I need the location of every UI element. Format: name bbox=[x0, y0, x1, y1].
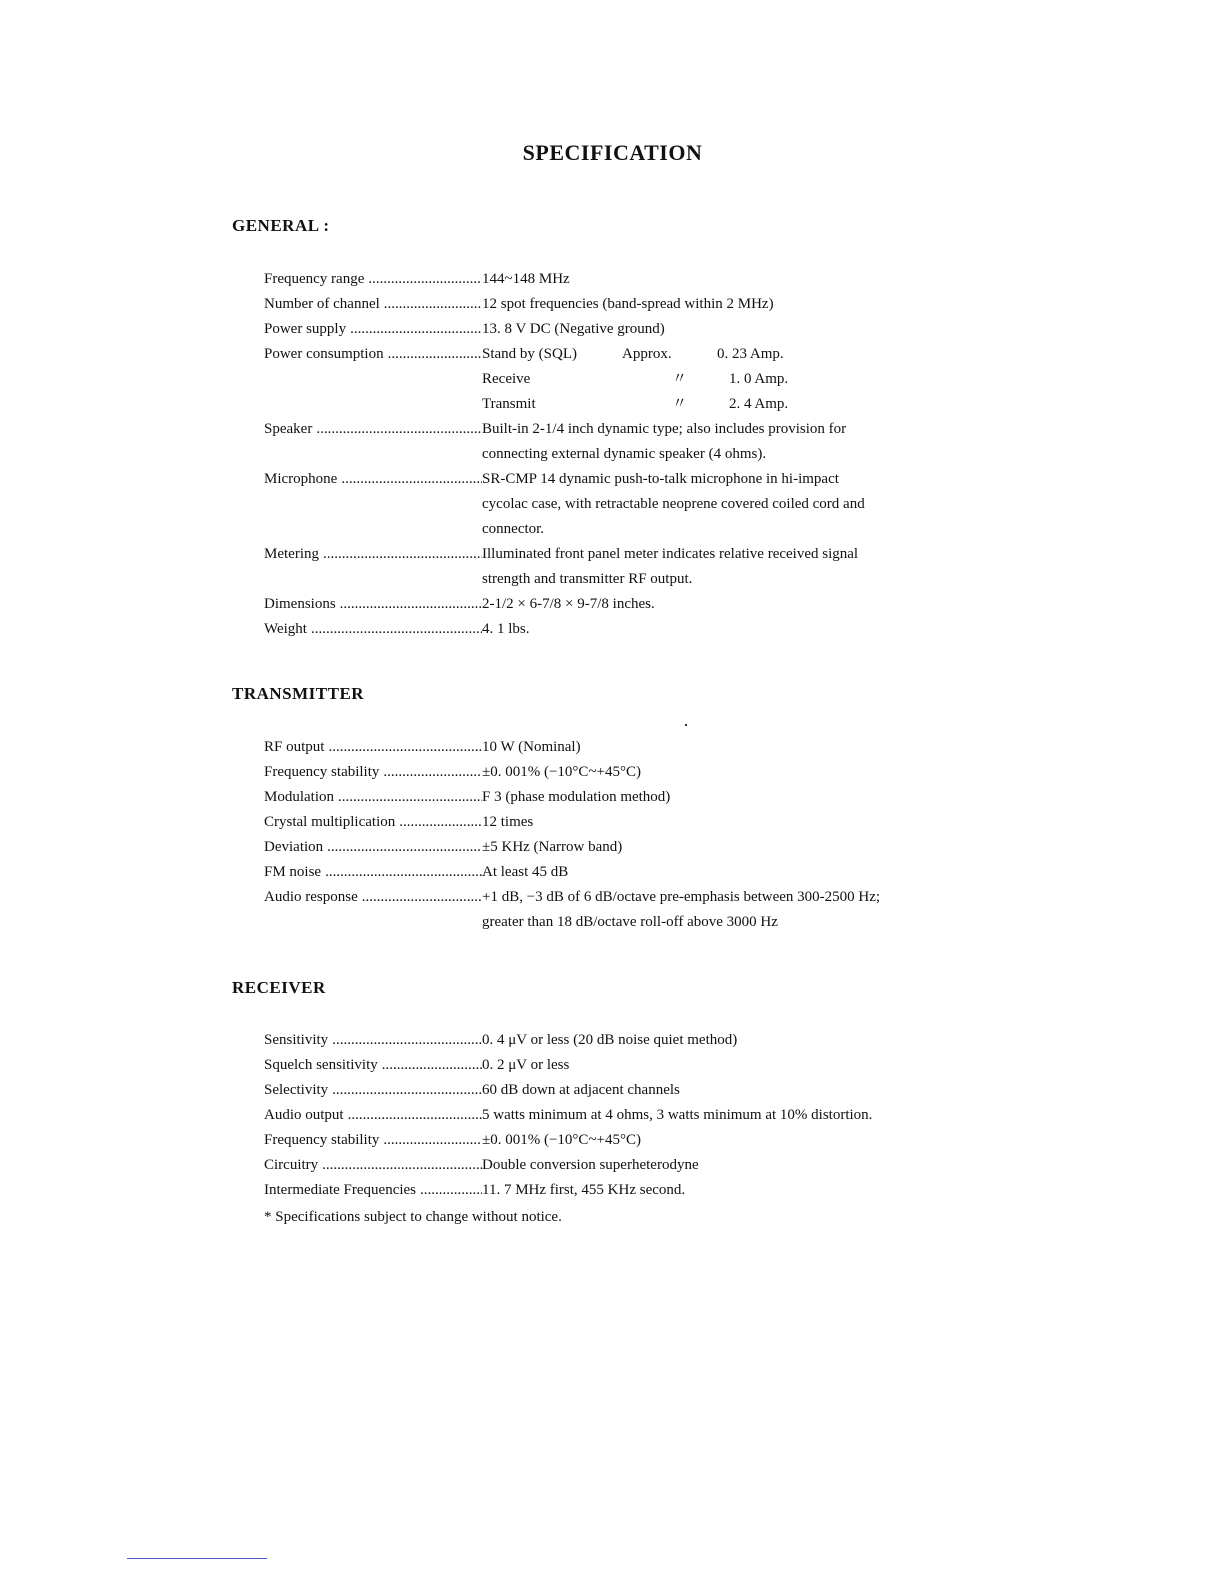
page-title: SPECIFICATION bbox=[522, 140, 703, 165]
power-amps-transmit: 2. 4 Amp. bbox=[729, 396, 789, 412]
general-spec-list bbox=[264, 267, 989, 642]
spec-label: Frequency stability bbox=[264, 1132, 380, 1148]
spec-row-microphone bbox=[264, 467, 989, 542]
spec-label: Power consumption bbox=[264, 346, 384, 362]
power-amps-receive: 1. 0 Amp. bbox=[729, 371, 789, 387]
spec-label: Sensitivity bbox=[264, 1032, 329, 1048]
spec-label: Microphone bbox=[264, 471, 338, 487]
spec-value: ±5 KHz (Narrow band) bbox=[482, 839, 623, 855]
spec-value-line: +1 dB, −3 dB of 6 dB/octave pre-emphasis between 300-2500 Hz; bbox=[482, 889, 881, 905]
spec-value: ±0. 001% (−10°C~+45°C) bbox=[482, 764, 642, 780]
spec-row-sensitivity bbox=[264, 1028, 989, 1053]
spec-value: 13. 8 V DC (Negative ground) bbox=[482, 321, 665, 337]
power-mode-receive: Receive bbox=[482, 371, 531, 387]
footnote: * Specifications subject to change without notice. bbox=[264, 1209, 562, 1225]
spec-label: Selectivity bbox=[264, 1082, 329, 1098]
footer-link-underline bbox=[127, 1558, 267, 1559]
spec-label: Modulation bbox=[264, 789, 334, 805]
power-qualifier-standby: Approx. bbox=[622, 346, 672, 362]
spec-label: Audio response bbox=[264, 889, 358, 905]
general-heading: GENERAL : bbox=[232, 216, 330, 235]
spec-value: 144~148 MHz bbox=[482, 271, 570, 287]
spec-row-number-of-channel bbox=[264, 292, 989, 317]
power-mode-standby: Stand by (SQL) bbox=[482, 346, 577, 362]
spec-label: Deviation bbox=[264, 839, 324, 855]
transmitter-heading: TRANSMITTER bbox=[232, 684, 365, 703]
spec-value-multiline bbox=[482, 542, 989, 592]
spec-label: Number of channel bbox=[264, 296, 380, 312]
spec-row-circuitry bbox=[264, 1153, 989, 1178]
power-mode-transmit: Transmit bbox=[482, 396, 536, 412]
receiver-spec-list bbox=[264, 1028, 989, 1203]
spec-row-rf-output bbox=[264, 735, 989, 760]
spec-value: 60 dB down at adjacent channels bbox=[482, 1082, 680, 1098]
spec-value-line: greater than 18 dB/octave roll-off above 3000 Hz bbox=[482, 914, 778, 930]
spec-value: 0. 4 μV or less (20 dB noise quiet method) bbox=[482, 1032, 738, 1048]
power-qualifier-transmit: 〃 bbox=[672, 396, 688, 412]
spec-row-intermediate-frequencies bbox=[264, 1178, 989, 1203]
spec-value: 10 W (Nominal) bbox=[482, 739, 581, 755]
spec-value: At least 45 dB bbox=[482, 864, 569, 880]
spec-value: Double conversion superheterodyne bbox=[482, 1157, 699, 1173]
spec-value-multiline bbox=[482, 885, 989, 935]
power-consumption-table bbox=[482, 342, 989, 417]
spec-row-power-consumption bbox=[264, 342, 989, 417]
spec-value: 12 times bbox=[482, 814, 534, 830]
spec-row-audio-response bbox=[264, 885, 989, 935]
spec-label: Power supply bbox=[264, 321, 347, 337]
spec-value: 0. 2 μV or less bbox=[482, 1057, 570, 1073]
spec-label: Dimensions bbox=[264, 596, 336, 612]
spec-value: 4. 1 lbs. bbox=[482, 621, 530, 637]
spec-label: Frequency stability bbox=[264, 764, 380, 780]
spec-row-weight bbox=[264, 617, 989, 642]
spec-row-modulation bbox=[264, 785, 989, 810]
spec-label: Circuitry bbox=[264, 1157, 319, 1173]
spec-value: F 3 (phase modulation method) bbox=[482, 789, 671, 805]
spec-label: Metering bbox=[264, 546, 319, 562]
spec-value: 2-1/2 × 6-7/8 × 9-7/8 inches. bbox=[482, 596, 655, 612]
spec-value: 11. 7 MHz first, 455 KHz second. bbox=[482, 1182, 686, 1198]
spec-value-line: Illuminated front panel meter indicates relative received signal bbox=[482, 546, 859, 562]
spec-row-fm-noise bbox=[264, 860, 989, 885]
spec-row-squelch-sensitivity bbox=[264, 1053, 989, 1078]
spec-value-line: connector. bbox=[482, 521, 545, 537]
spec-value: 12 spot frequencies (band-spread within 2 MHz) bbox=[482, 296, 774, 312]
spec-label: Intermediate Frequencies bbox=[264, 1182, 417, 1198]
spec-value-line: SR-CMP 14 dynamic push-to-talk microphone in hi-impact bbox=[482, 471, 839, 487]
spec-label: FM noise bbox=[264, 864, 322, 880]
spec-row-receiver-frequency-stability bbox=[264, 1128, 989, 1153]
spec-label: Frequency range bbox=[264, 271, 365, 287]
spec-label: Audio output bbox=[264, 1107, 344, 1123]
spec-row-audio-output bbox=[264, 1103, 989, 1128]
spec-value-multiline bbox=[482, 417, 989, 467]
spec-row-dimensions bbox=[264, 592, 989, 617]
spec-label: Weight bbox=[264, 621, 307, 637]
spec-row-frequency-stability bbox=[264, 760, 989, 785]
spec-value: ±0. 001% (−10°C~+45°C) bbox=[482, 1132, 642, 1148]
power-amps-standby: 0. 23 Amp. bbox=[717, 346, 784, 362]
spec-value-multiline bbox=[482, 467, 989, 542]
spec-row-power-supply bbox=[264, 317, 989, 342]
spec-row-crystal-multiplication bbox=[264, 810, 989, 835]
spec-label: Squelch sensitivity bbox=[264, 1057, 378, 1073]
spec-value-line: cycolac case, with retractable neoprene covered coiled cord and bbox=[482, 496, 865, 512]
spec-label: RF output bbox=[264, 739, 325, 755]
spec-row-speaker bbox=[264, 417, 989, 467]
spec-row-selectivity bbox=[264, 1078, 989, 1103]
spec-value-line: Built-in 2-1/4 inch dynamic type; also includes provision for bbox=[482, 421, 847, 437]
spec-value-line: connecting external dynamic speaker (4 ohms). bbox=[482, 446, 767, 462]
spec-label: Crystal multiplication bbox=[264, 814, 396, 830]
spec-value-line: strength and transmitter RF output. bbox=[482, 571, 693, 587]
spec-row-deviation bbox=[264, 835, 989, 860]
spec-row-metering bbox=[264, 542, 989, 592]
scan-speck bbox=[685, 724, 687, 726]
receiver-heading: RECEIVER bbox=[232, 978, 326, 997]
transmitter-spec-list bbox=[264, 735, 989, 935]
spec-value: 5 watts minimum at 4 ohms, 3 watts minimum at 10% distortion. bbox=[482, 1107, 873, 1123]
power-qualifier-receive: 〃 bbox=[672, 371, 688, 387]
spec-row-frequency-range bbox=[264, 267, 989, 292]
spec-label: Speaker bbox=[264, 421, 313, 437]
